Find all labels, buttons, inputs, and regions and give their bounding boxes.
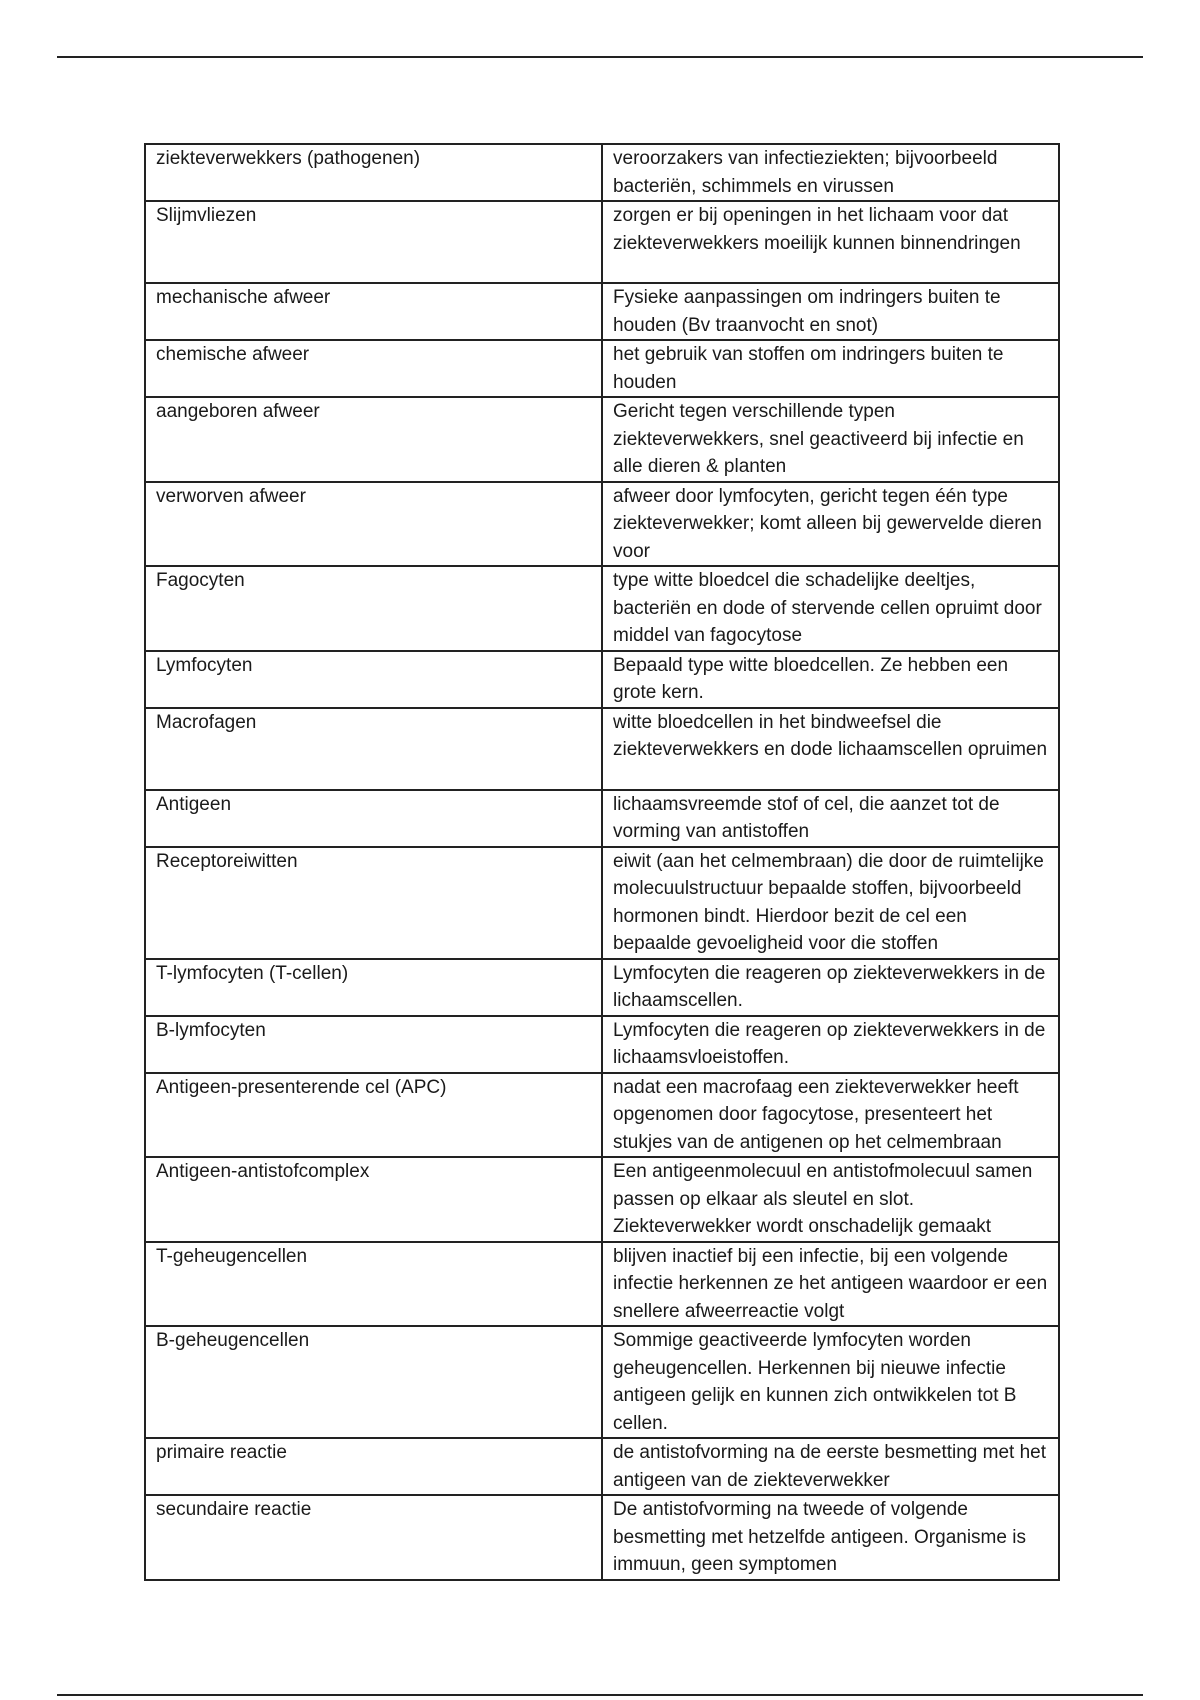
definition-cell: eiwit (aan het celmembraan) die door de ruimtelijke molecuulstructuur bepaalde stoffen, bijvoorbeeld hormonen bindt. Hierdoor bezit de cel een bepaalde gevoeligheid voor die stoffen xyxy=(602,847,1059,959)
term-cell: B-lymfocyten xyxy=(145,1016,602,1073)
term-cell: mechanische afweer xyxy=(145,283,602,340)
table-row xyxy=(145,1242,1059,1327)
table-row xyxy=(145,847,1059,959)
table-row xyxy=(145,651,1059,708)
term-cell: ziekteverwekkers (pathogenen) xyxy=(145,144,602,201)
table-row xyxy=(145,283,1059,340)
table-row xyxy=(145,1495,1059,1580)
term-cell: T-lymfocyten (T-cellen) xyxy=(145,959,602,1016)
term-cell: Fagocyten xyxy=(145,566,602,651)
term-cell: primaire reactie xyxy=(145,1438,602,1495)
definition-cell: Fysieke aanpassingen om indringers buiten te houden (Bv traanvocht en snot) xyxy=(602,283,1059,340)
table-row xyxy=(145,790,1059,847)
term-cell: chemische afweer xyxy=(145,340,602,397)
glossary-table xyxy=(144,143,1060,1581)
header-rule xyxy=(57,56,1143,58)
term-cell: Lymfocyten xyxy=(145,651,602,708)
definition-cell: lichaamsvreemde stof of cel, die aanzet tot de vorming van antistoffen xyxy=(602,790,1059,847)
definition-cell: Lymfocyten die reageren op ziekteverwekkers in de lichaamscellen. xyxy=(602,959,1059,1016)
table-row xyxy=(145,566,1059,651)
table-row xyxy=(145,959,1059,1016)
term-cell: Macrofagen xyxy=(145,708,602,790)
definition-cell: Lymfocyten die reageren op ziekteverwekkers in de lichaamsvloeistoffen. xyxy=(602,1016,1059,1073)
term-cell: B-geheugencellen xyxy=(145,1326,602,1438)
definition-cell: veroorzakers van infectieziekten; bijvoorbeeld bacteriën, schimmels en virussen xyxy=(602,144,1059,201)
term-cell: secundaire reactie xyxy=(145,1495,602,1580)
table-row xyxy=(145,1326,1059,1438)
definition-cell: nadat een macrofaag een ziekteverwekker heeft opgenomen door fagocytose, presenteert het stukjes van de antigenen op het celmembraan xyxy=(602,1073,1059,1158)
definition-cell: blijven inactief bij een infectie, bij een volgende infectie herkennen ze het antigeen waardoor er een snellere afweerreactie volgt xyxy=(602,1242,1059,1327)
definition-cell: zorgen er bij openingen in het lichaam voor dat ziekteverwekkers moeilijk kunnen binnendringen xyxy=(602,201,1059,283)
table-row xyxy=(145,482,1059,567)
table-row xyxy=(145,1438,1059,1495)
table-row xyxy=(145,201,1059,283)
table-row xyxy=(145,708,1059,790)
term-cell: Slijmvliezen xyxy=(145,201,602,283)
term-cell: Receptoreiwitten xyxy=(145,847,602,959)
table-row xyxy=(145,1157,1059,1242)
definition-cell: witte bloedcellen in het bindweefsel die ziekteverwekkers en dode lichaamscellen opruimen xyxy=(602,708,1059,790)
table-row xyxy=(145,1073,1059,1158)
definition-cell: type witte bloedcel die schadelijke deeltjes, bacteriën en dode of stervende cellen opruimt door middel van fagocytose xyxy=(602,566,1059,651)
definition-cell: Sommige geactiveerde lymfocyten worden geheugencellen. Herkennen bij nieuwe infectie antigeen gelijk en kunnen zich ontwikkelen tot B cellen. xyxy=(602,1326,1059,1438)
term-cell: aangeboren afweer xyxy=(145,397,602,482)
term-cell: T-geheugencellen xyxy=(145,1242,602,1327)
definition-cell: De antistofvorming na tweede of volgende besmetting met hetzelfde antigeen. Organisme is immuun, geen symptomen xyxy=(602,1495,1059,1580)
term-cell: Antigeen-antistofcomplex xyxy=(145,1157,602,1242)
term-cell: verworven afweer xyxy=(145,482,602,567)
definition-cell: het gebruik van stoffen om indringers buiten te houden xyxy=(602,340,1059,397)
term-cell: Antigeen xyxy=(145,790,602,847)
definition-cell: afweer door lymfocyten, gericht tegen één type ziekteverwekker; komt alleen bij gewervelde dieren voor xyxy=(602,482,1059,567)
table-row xyxy=(145,340,1059,397)
table-row xyxy=(145,397,1059,482)
term-cell: Antigeen-presenterende cel (APC) xyxy=(145,1073,602,1158)
definition-cell: Gericht tegen verschillende typen ziekteverwekkers, snel geactiveerd bij infectie en alle dieren & planten xyxy=(602,397,1059,482)
table-row xyxy=(145,1016,1059,1073)
footer-rule xyxy=(57,1694,1143,1696)
definition-cell: Een antigeenmolecuul en antistofmolecuul samen passen op elkaar als sleutel en slot. Ziekteverwekker wordt onschadelijk gemaakt xyxy=(602,1157,1059,1242)
definition-cell: de antistofvorming na de eerste besmetting met het antigeen van de ziekteverwekker xyxy=(602,1438,1059,1495)
table-row xyxy=(145,144,1059,201)
definition-cell: Bepaald type witte bloedcellen. Ze hebben een grote kern. xyxy=(602,651,1059,708)
